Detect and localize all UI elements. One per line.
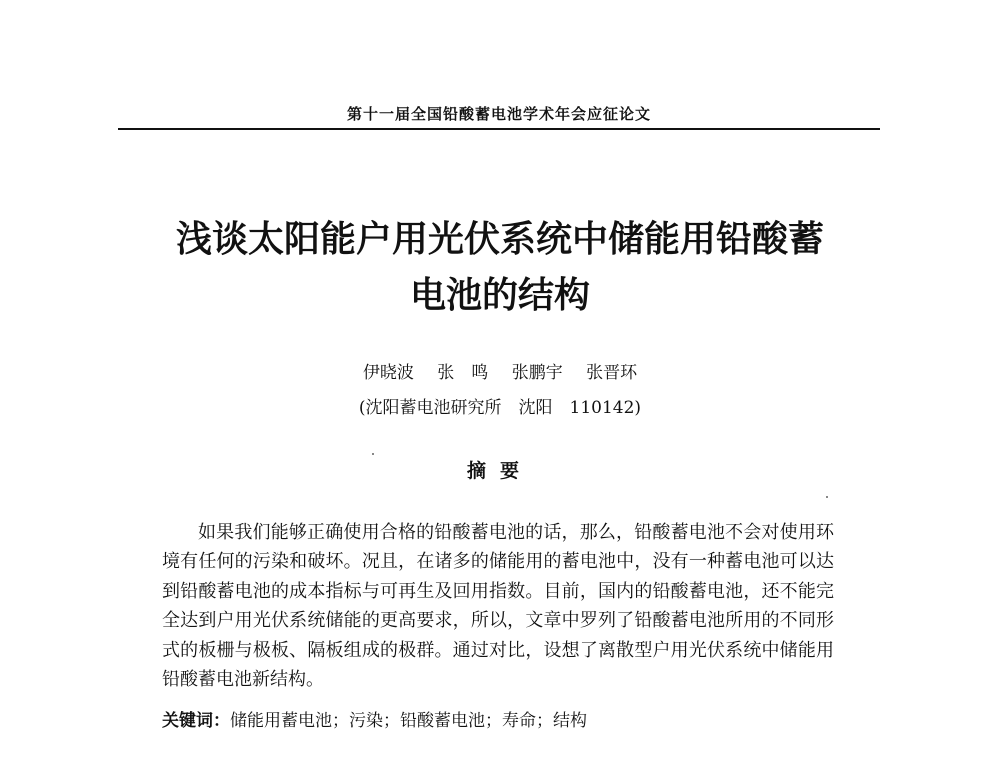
journal-header: 第十一届全国铅酸蓄电池学术年会应征论文 — [346, 105, 651, 123]
keywords-line — [162, 706, 842, 731]
author-name: 张晋环 — [586, 363, 638, 383]
header-rule — [118, 128, 880, 130]
author-name: 张 鸣 — [437, 363, 489, 383]
title-line-2: 电池的结构 — [409, 275, 590, 316]
keywords-text: 储能用蓄电池；污染；铅酸蓄电池；寿命；结构 — [230, 711, 587, 731]
affiliation: (沈阳蓄电池研究所 沈阳 110142) — [358, 398, 642, 418]
abstract-body: 如果我们能够正确使用合格的铅酸蓄电池的话，那么，铅酸蓄电池不会对使用环境有任何的污染和破坏。况且，在诸多的储能用的蓄电池中，没有一种蓄电池可以达到铅酸蓄电池的成本指标与可再生及回用指数。目前，国内的铅酸蓄电池，还不能完全达到户用光伏系统储能的更高要求，所以，文章中罗列了铅酸蓄电池所用的不同形式的板栅与极板、隔板组成的极群。通过对比，设想了离散型户用光伏系统中储能用铅酸蓄电池新结构。 — [162, 522, 834, 691]
scan-speck — [826, 496, 828, 498]
keywords-label: 关键词： — [162, 711, 230, 731]
author-name: 张鹏宇 — [511, 363, 563, 383]
title-line-1: 浅谈太阳能户用光伏系统中储能用铅酸蓄 — [175, 219, 824, 260]
abstract-heading: 摘要 — [466, 460, 533, 482]
author-list — [100, 358, 900, 383]
scan-speck — [372, 453, 374, 455]
author-name: 伊晓波 — [362, 363, 414, 383]
paper-title — [100, 212, 900, 324]
